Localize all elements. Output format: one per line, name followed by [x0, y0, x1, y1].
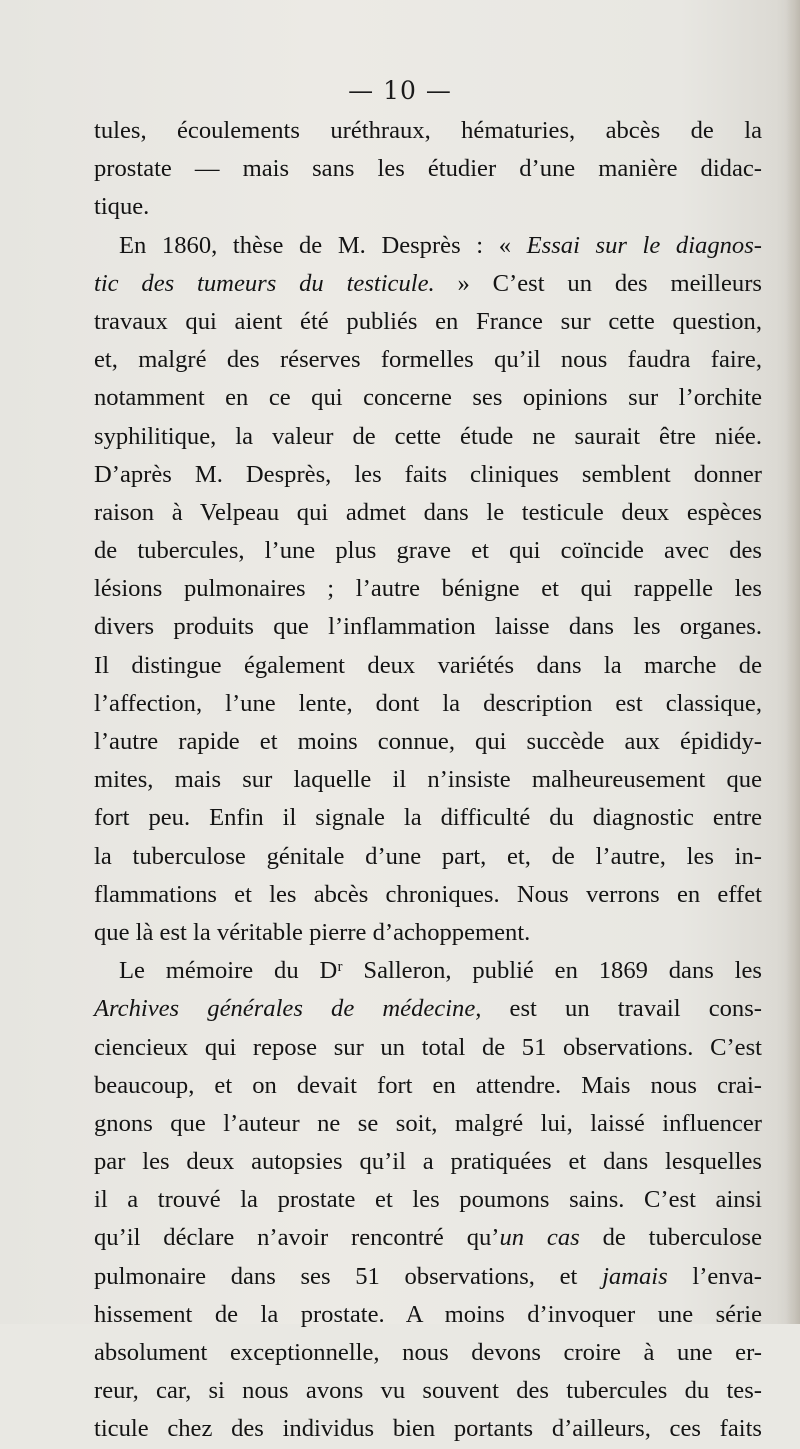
text-line: [94, 761, 762, 799]
text-run: lésions pulmonaires ; l’autre bénigne et qui rappelle les: [94, 575, 762, 603]
text-line: [94, 1296, 762, 1334]
text-run: raison à Velpeau qui admet dans le testicule deux espèces: [94, 498, 762, 526]
text-line: [94, 265, 762, 303]
text-run: que là est la véritable pierre d’achoppement.: [94, 918, 531, 946]
text-run: Il distingue également deux variétés dans la marche de: [94, 651, 762, 679]
text-line: [94, 799, 762, 837]
text-line: [94, 494, 762, 532]
text-line: [94, 1105, 762, 1143]
text-line: [94, 1067, 762, 1105]
text-run: ticule chez des individus bien portants d’ailleurs, ces faits: [94, 1415, 762, 1443]
text-line: [94, 647, 762, 685]
text-line: [94, 1143, 762, 1181]
text-line: [94, 952, 762, 990]
text-run: pulmonaire dans ses 51 observations, et: [94, 1262, 603, 1290]
text-line: [94, 1181, 762, 1219]
text-run: qu’il déclare n’avoir rencontré qu’: [94, 1224, 500, 1252]
text-line: [94, 227, 762, 265]
page-number: — 10 —: [348, 76, 452, 105]
text-line: [94, 1258, 762, 1296]
text-line: [94, 303, 762, 341]
text-line: [94, 1372, 762, 1410]
text-line: [94, 990, 762, 1028]
text-line: [94, 723, 762, 761]
text-line: [94, 1029, 762, 1067]
text-run: mites, mais sur laquelle il n’insiste malheureusement que: [94, 766, 762, 794]
text-run: ciencieux qui repose sur un total de 51 observations. C’est: [94, 1033, 762, 1061]
text-run: est un travail cons-: [481, 995, 762, 1023]
text-line: [94, 685, 762, 723]
text-line: [94, 341, 762, 379]
text-run: l’affection, l’une lente, dont la description est classique,: [94, 689, 762, 717]
text-line: [94, 1410, 762, 1448]
italic-run: jamais: [602, 1262, 668, 1290]
text-run: D’après M. Desprès, les faits cliniques semblent donner: [94, 460, 762, 488]
text-line: [94, 876, 762, 914]
text-line: [94, 188, 762, 226]
text-line: [94, 1334, 762, 1372]
text-run: » C’est un des meilleurs: [434, 269, 762, 297]
text-line: [94, 150, 762, 188]
text-run: par les deux autopsies qu’il a pratiquées et dans lesquelles: [94, 1148, 762, 1176]
text-run: il a trouvé la prostate et les poumons sains. C’est ainsi: [94, 1186, 762, 1214]
text-run: En 1860, thèse de M. Desprès : «: [119, 231, 527, 259]
text-run: reur, car, si nous avons vu souvent des tubercules du tes-: [94, 1377, 762, 1405]
text-line: [94, 570, 762, 608]
text-run: tules, écoulements uréthraux, hématuries, abcès de la: [94, 117, 762, 144]
text-run: l’enva-: [667, 1262, 762, 1290]
text-line: [94, 914, 762, 952]
text-line: [94, 456, 762, 494]
text-run: gnons que l’auteur ne se soit, malgré lui, laissé influencer: [94, 1109, 762, 1137]
text-line: [94, 379, 762, 417]
page-edge-shadow: [786, 0, 800, 1324]
text-run: Le mémoire du Dʳ Salleron, publié en 1869 dans les: [119, 957, 762, 985]
text-run: l’autre rapide et moins connue, qui succède aux épididy-: [94, 728, 762, 755]
italic-run: un cas: [499, 1224, 580, 1252]
text-line: [94, 1219, 762, 1257]
text-run: beaucoup, et on devait fort en attendre. Mais nous crai-: [94, 1071, 762, 1099]
text-line: [94, 112, 762, 150]
text-line: [94, 838, 762, 876]
text-run: de tubercules, l’une plus grave et qui coïncide avec des: [94, 537, 762, 565]
text-run: la tuberculose génitale d’une part, et, de l’autre, les in-: [94, 842, 762, 870]
text-line: [94, 418, 762, 456]
text-line: [94, 608, 762, 646]
text-run: et, malgré des réserves formelles qu’il nous faudra faire,: [94, 346, 762, 374]
text-run: de tuberculose: [579, 1224, 762, 1252]
body-text: [94, 112, 762, 1449]
italic-run: Archives générales de médecine,: [94, 995, 482, 1023]
text-run: divers produits que l’inflammation laisse dans les organes.: [94, 613, 762, 641]
text-run: travaux qui aient été publiés en France sur cette question,: [94, 307, 762, 335]
text-line: [94, 532, 762, 570]
text-run: fort peu. Enfin il signale la difficulté du diagnostic entre: [94, 804, 762, 832]
text-run: absolument exceptionnelle, nous devons croire à une er-: [94, 1339, 762, 1366]
text-run: notamment en ce qui concerne ses opinions sur l’orchite: [94, 384, 762, 412]
text-run: prostate — mais sans les étudier d’une manière didac-: [94, 155, 762, 183]
text-run: syphilitique, la valeur de cette étude ne saurait être niée.: [94, 422, 762, 450]
text-run: hissement de la prostate. A moins d’invoquer une série: [94, 1300, 762, 1328]
text-run: flammations et les abcès chroniques. Nous verrons en effet: [94, 880, 762, 908]
italic-run: Essai sur le diagnos-: [526, 231, 762, 259]
text-run: tique.: [94, 193, 150, 221]
italic-run: tic des tumeurs du testicule.: [94, 269, 435, 297]
